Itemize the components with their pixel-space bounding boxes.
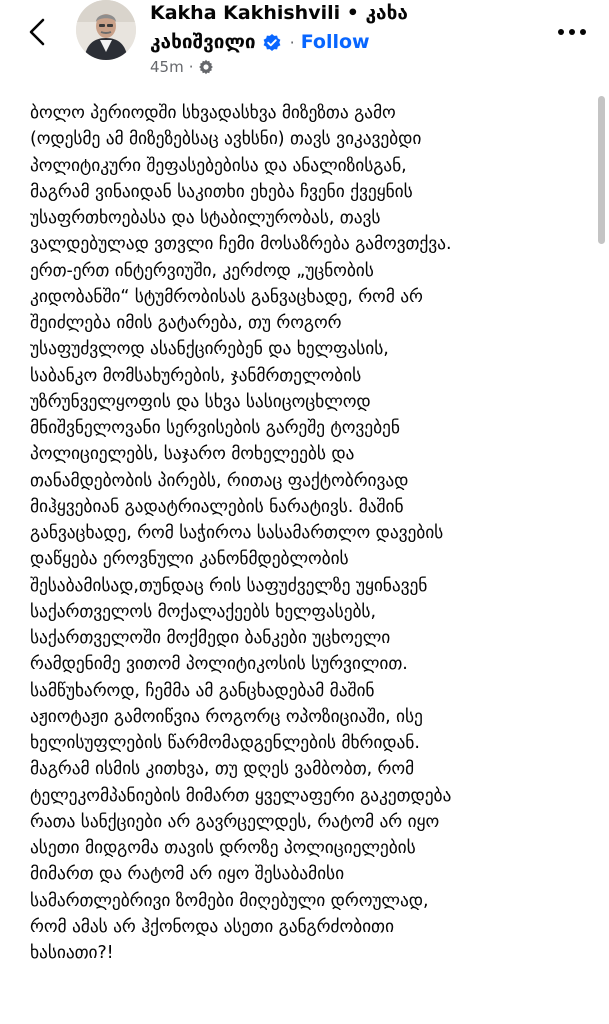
meta-separator: ·	[188, 58, 194, 76]
post-text-line: შეიძლება იმის გატარება, თუ როგორ	[30, 313, 342, 333]
post-text-line: ბოლო პერიოდში სხვადასხვა მიზეზთა გამო	[30, 103, 396, 123]
post-text-line: მაგრამ ვინაიდან საკითხი ეხება ჩვენი ქვეყნის	[30, 181, 413, 202]
post-text-line: საქართველოში მოქმედი ბანკები უცხოელი	[30, 628, 391, 648]
back-chevron-icon	[28, 17, 46, 47]
follow-button[interactable]: Follow	[300, 31, 370, 53]
author-avatar[interactable]	[76, 0, 136, 60]
post-text-line: რამდენიმე ვითომ პოლიტიკოსის სურვილით.	[30, 654, 408, 675]
post-text-line: აჟიოტაჟი გამოიწვია როგორც ოპოზიციაში, ისე	[30, 706, 423, 727]
post-header	[0, 0, 609, 86]
more-options-button[interactable]	[554, 22, 590, 42]
post-text	[30, 100, 596, 966]
post-text-line: უსაფუძვლოდ ასანქცირებენ და ხელფასის,	[30, 339, 389, 360]
post-text-line: დაწყება ეროვნული კანონმდებლობის	[30, 549, 349, 570]
post-text-line: უსაფრთხოებასა და სტაბილურობას, თავს	[30, 208, 381, 228]
post-text-line: ვალდებულად ვთვლი ჩემი მოსაზრება გამოვთქვა.	[30, 234, 452, 255]
post-text-line: პოლიტიკური შეფასებებისა და ანალიზისგან,	[30, 155, 407, 176]
post-text-line: ტელეკომპანიების მიმართ ყველაფერი გაკეთდება	[30, 785, 452, 806]
post-text-line: ასეთი მიდგომა თავის დროზე პოლიციელების	[30, 838, 416, 858]
post-text-line: სამართლებრივი ზომები მიღებული დროულად,	[30, 890, 429, 911]
post-meta	[150, 58, 214, 76]
post-text-line: მაგრამ ისმის კითხვა, თუ დღეს ვამბობთ, რომ	[30, 759, 415, 780]
post-text-line: (ოდესმე ამ მიზეზებსაც ავხსნი) თავს ვიკავებდი	[30, 129, 422, 150]
post-text-line: პოლიციელებს, საჯარო მოხელეებს და	[30, 444, 355, 465]
verified-badge-icon	[262, 33, 282, 53]
avatar-photo-icon	[76, 0, 136, 60]
post-text-line: ხელისუფლების წარმომადგენლების მხრიდან.	[30, 733, 420, 753]
post-text-line: რათა სანქციები არ გავრცელდეს, რატომ არ იყო	[30, 811, 440, 832]
back-button[interactable]	[22, 14, 52, 50]
post-text-line: რომ ამას არ ჰქონოდა ასეთი განგრძობითი	[30, 916, 394, 937]
post-timestamp[interactable]: 45m	[150, 58, 184, 76]
post-text-line: განვაცხადე, რომ საჭიროა სასამართლო დავების	[30, 523, 444, 543]
post-text-line: მნიშვნელოვანი სერვისების გარეშე ტოვებენ	[30, 418, 400, 438]
post-text-line: საქართველოს მოქალაქეებს ხელფასებს,	[30, 601, 376, 622]
post-text-line: მიმართ და რატომ არ იყო შესაბამისი	[30, 864, 345, 885]
author-name-georgian[interactable]: კახიშვილი	[150, 31, 256, 53]
post-text-line: სამწუხაროდ, ჩემმა ამ განცხადებამ მაშინ	[30, 680, 375, 701]
name-separator: ·	[289, 33, 295, 52]
post-text-line: ხასიათი?!	[30, 943, 114, 963]
more-dots-icon	[557, 28, 587, 36]
scrollbar-thumb[interactable]	[598, 96, 605, 244]
post-text-line: საბანკო მომსახურების, ჯანმრთელობის	[30, 365, 362, 386]
post-text-line: შესაბამისად,თუნდაც რის საფუძველზე უყინავენ	[30, 575, 428, 596]
post-text-line: თანამდებობის პირებს, რითაც ფაქტობრივად	[30, 470, 409, 491]
author-name[interactable]: Kakha Kakhishvili • კახა	[150, 2, 408, 24]
gear-icon[interactable]	[198, 59, 214, 75]
post-text-line: ერთ-ერთ ინტერვიუში, კერძოდ „უცნობის	[30, 260, 374, 281]
post-text-line: კიდობანში“ სტუმრობისას განვაცხადე, რომ არ	[30, 286, 423, 307]
post-text-line: უზრუნველყოფის და სხვა სასიცოცხლოდ	[30, 391, 371, 412]
author-name-second-line	[150, 29, 550, 56]
author-block	[150, 0, 550, 56]
post-text-line: მიჰყვებიან გადატრიალების ნარატივს. მაშინ	[30, 496, 404, 517]
